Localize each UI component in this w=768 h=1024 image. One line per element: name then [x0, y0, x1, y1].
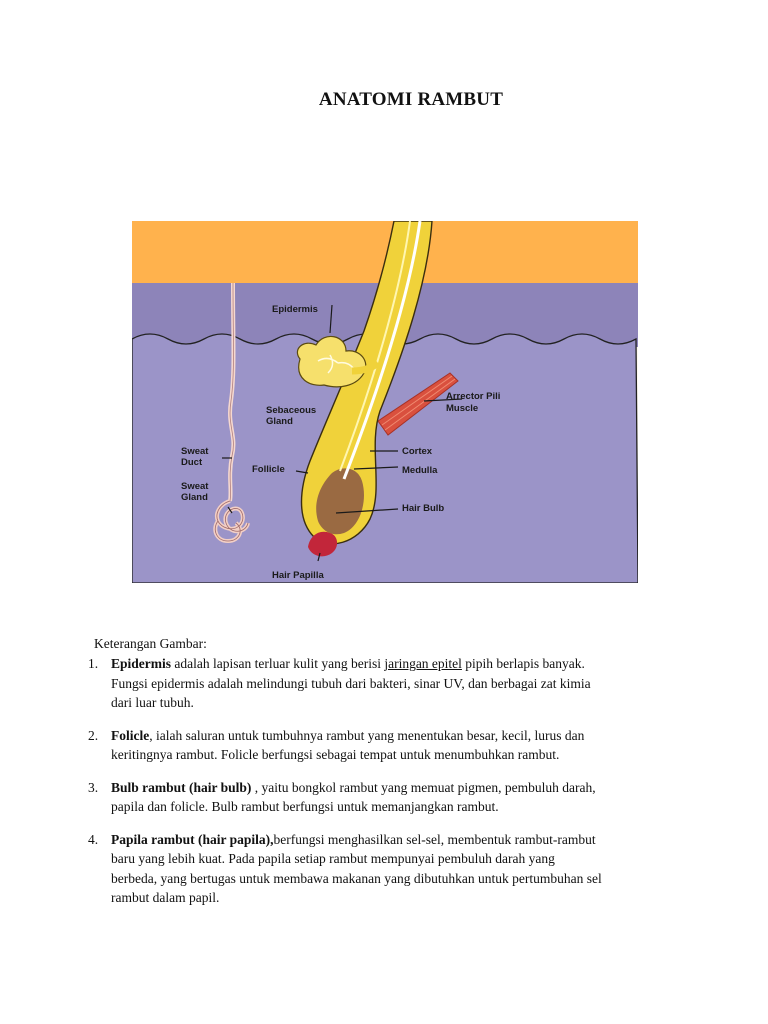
label-sweat-gland-1: Sweat: [181, 481, 209, 492]
list-item: 1. Epidermis adalah lapisan terluar kulit yang berisi jaringan epitel pipih berlapis banyak. Fungsi epidermis adalah melindungi tubuh dari bakteri, sinar UV, dan berbagai zat kimia dari luar tubuh.: [88, 656, 591, 710]
explanation-list: [88, 654, 688, 921]
list-item: 3. Bulb rambut (hair bulb) , yaitu bongkol rambut yang memuat pigmen, pembuluh darah, papila dan folicle. Bulb rambut berfungsi untuk memanjangkan rambut.: [88, 779, 596, 814]
item-term: Bulb rambut (hair bulb): [111, 779, 252, 795]
label-follicle: Follicle: [252, 464, 285, 475]
label-sweat-gland-2: Gland: [181, 492, 208, 503]
item-number: 1.: [88, 656, 99, 671]
list-item: 4. Papila rambut (hair papila),berfungsi menghasilkan sel-sel, membentuk rambut-rambut baru yang lebih kuat. Pada papila setiap rambut mempunyai pembuluh darah yang berbeda, yang bertugas untuk membawa makanan yang dibutuhkan untuk pertumbuhan sel rambut dalam papil.: [88, 831, 602, 905]
label-hair-papilla: Hair Papilla: [272, 570, 324, 581]
item-term: Epidermis: [111, 656, 172, 671]
item-term: Papila rambut (hair papila),: [111, 831, 274, 847]
label-sebaceous-gland: Gland: [266, 416, 293, 427]
item-number: 2.: [88, 727, 99, 743]
label-medulla: Medulla: [402, 465, 438, 476]
label-hair-bulb: Hair Bulb: [402, 503, 445, 514]
label-epidermis: Epidermis: [272, 304, 318, 315]
label-sweat-duct-1: Sweat: [181, 446, 209, 457]
document-title: ANATOMI RAMBUT: [318, 89, 504, 110]
item-term: Folicle: [111, 727, 150, 743]
figure-caption: Keterangan Gambar:: [94, 636, 207, 651]
label-cortex: Cortex: [402, 446, 433, 457]
item-number: 3.: [88, 779, 99, 795]
hair-anatomy-figure: [132, 221, 638, 583]
link-jaringan-epitel: jaringan epitel: [384, 656, 462, 671]
label-arrector-pili: Arrector Pili: [446, 391, 501, 402]
label-arrector-muscle: Muscle: [446, 403, 479, 414]
label-sweat-duct-2: Duct: [181, 457, 203, 468]
list-item: 2. Folicle, ialah saluran untuk tumbuhnya rambut yang menentukan besar, kecil, lurus dan keritingnya rambut. Folicle berfungsi sebagai tempat untuk menumbuhkan rambut.: [88, 727, 585, 762]
item-number: 4.: [88, 831, 99, 847]
label-sebaceous: Sebaceous: [266, 405, 317, 416]
